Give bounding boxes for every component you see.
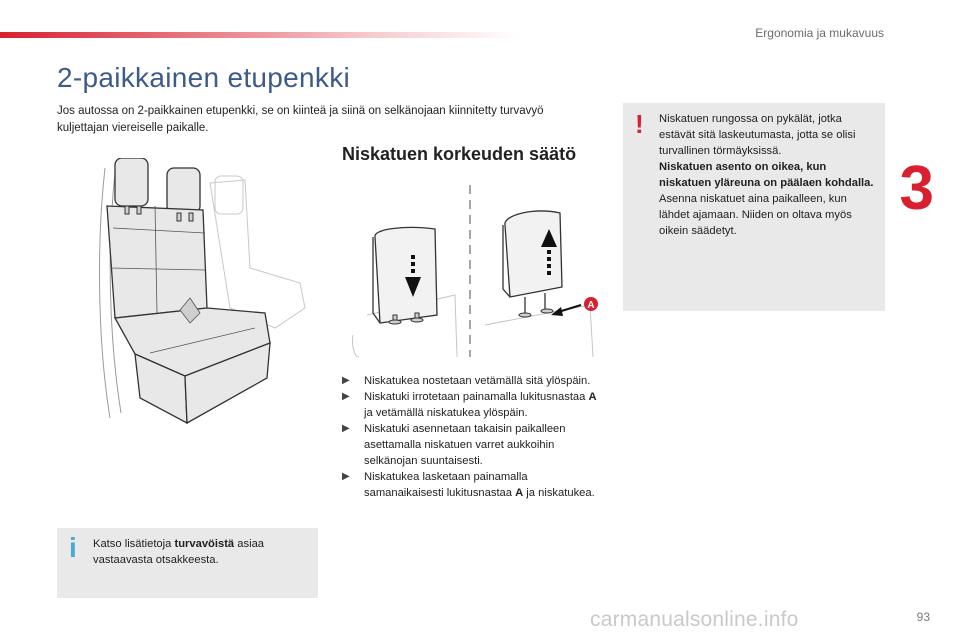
- headrest-adjustment-diagram: [345, 185, 605, 360]
- exclamation-icon: !: [635, 109, 644, 139]
- list-item: [342, 389, 604, 421]
- list-item: [342, 373, 604, 389]
- subheading-headrest-height: Niskatuen korkeuden säätö: [342, 144, 577, 164]
- step-text-bold: A: [515, 487, 524, 499]
- warning-text: [659, 111, 875, 239]
- two-seat-bench-illustration: [95, 158, 310, 438]
- step-text-pre: Niskatukea lasketaan painamalla samanaikaisesti lukitusnastaa: [364, 471, 528, 499]
- chapter-number: 3: [899, 154, 934, 223]
- warning-text-2: Asenna niskatuet aina paikalleen, kun lähdet ajamaan. Niiden on oltava myös oikein säädetyt.: [659, 193, 852, 237]
- page-title: 2-paikkainen etupenkki: [57, 62, 351, 93]
- header-accent-bar: [0, 32, 520, 38]
- page-number: 93: [916, 610, 930, 624]
- info-icon: i: [69, 532, 77, 563]
- info-text: [93, 536, 305, 568]
- step-text-pre: Niskatuki irrotetaan painamalla lukitusnastaa: [364, 391, 589, 403]
- intro-paragraph: Jos autossa on 2-paikkainen etupenkki, se on kiinteä ja siinä on selkänojaan kiinnitetty turvavyö kuljettajan viereiselle paikalle.: [57, 105, 544, 134]
- bullet-icon: ▶: [342, 375, 350, 386]
- warning-text-1: Niskatuen rungossa on pykälät, jotka estävät sitä laskeutumasta, jotta se olisi turvallinen törmäyksissä.: [659, 113, 856, 157]
- step-text: Niskatuki asennetaan takaisin paikalleen asettamalla niskatuen varret aukkoihin selkänojan suuntaisesti.: [364, 423, 566, 467]
- section-title: Ergonomia ja mukavuus: [755, 26, 884, 40]
- headrest-lowered-figure: [352, 227, 457, 357]
- info-link-seatbelts: turvavöistä: [174, 538, 235, 550]
- step-text-post: ja niskatukea.: [523, 487, 595, 499]
- headrest-raised-figure: [485, 211, 598, 357]
- bullet-icon: ▶: [342, 423, 350, 434]
- list-item: [342, 469, 604, 501]
- footer-watermark: carmanualsonline.info: [590, 608, 799, 631]
- info-box: [57, 528, 318, 598]
- steps-list: [342, 373, 604, 501]
- warning-box: [623, 103, 885, 311]
- bullet-icon: ▶: [342, 471, 350, 482]
- svg-text:A: A: [587, 300, 595, 311]
- callout-a-marker: [584, 297, 598, 311]
- bullet-icon: ▶: [342, 391, 350, 402]
- step-text: Niskatukea nostetaan vetämällä sitä ylöspäin.: [364, 375, 591, 387]
- step-text-bold: A: [588, 391, 597, 403]
- info-text-pre: Katso lisätietoja: [93, 538, 175, 550]
- list-item: [342, 421, 604, 469]
- info-text-post: asiaa vastaavasta otsakkeesta.: [93, 538, 265, 566]
- step-text-post: ja vetämällä niskatukea ylöspäin.: [364, 407, 528, 419]
- warning-bold-text: Niskatuen asento on oikea, kun niskatuen yläreuna on päälaen kohdalla.: [659, 161, 874, 189]
